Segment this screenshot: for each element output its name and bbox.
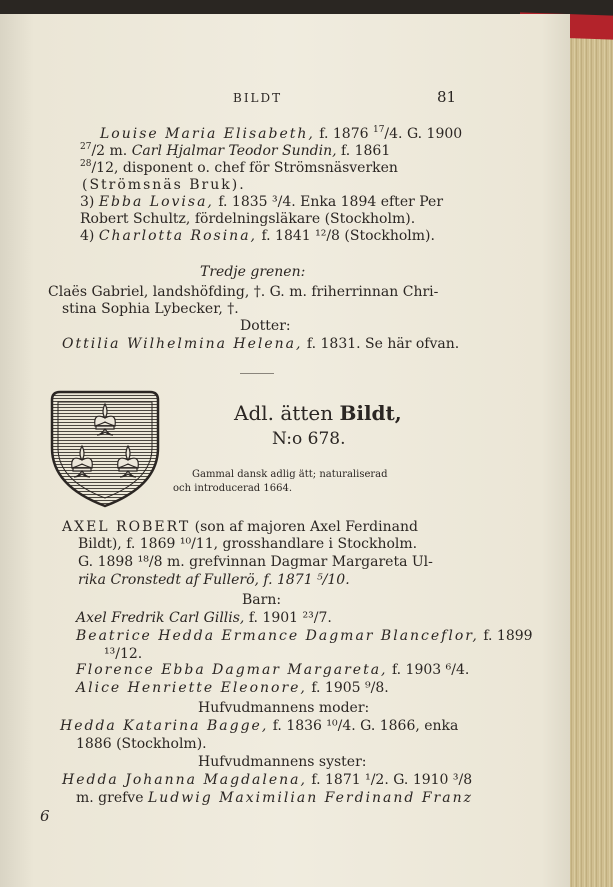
child-entry: Beatrice Hedda Ermance Dagmar Blanceflor, f. 1899 — [76, 628, 533, 644]
child-entry: ¹³/12. — [104, 646, 143, 662]
entry-line: Louise Maria Elisabeth, f. 1876 $^{17}$/4. G. 1900 — [100, 125, 463, 142]
entry-line: stina Sophia Lybecker, †. — [62, 301, 239, 317]
section-divider — [240, 373, 274, 374]
family-title: Adl. ätten Bildt, — [234, 401, 402, 425]
entry-line: Hedda Johanna Magdalena, f. 1871 ¹/2. G. 1910 ³/8 — [62, 772, 473, 788]
dotter-label: Dotter: — [240, 318, 291, 334]
running-title: BILDT — [233, 91, 283, 105]
mother-label: Hufvudmannens moder: — [198, 700, 370, 716]
entry-line: rika Cronstedt af Fullerö, f. 1871 ⁵/10. — [78, 572, 350, 588]
entry-line: Ottilia Wilhelmina Helena, f. 1831. Se här ofvan. — [62, 336, 460, 352]
entry-line: AXEL ROBERT (son af majoren Axel Ferdinand — [62, 519, 418, 535]
branch-heading: Tredje grenen: — [200, 264, 306, 280]
page-number: 81 — [437, 88, 457, 106]
family-description: och introducerad 1664. — [173, 483, 293, 494]
child-entry: Alice Henriette Eleonore, f. 1905 ⁹/8. — [76, 680, 389, 696]
entry-line: $^{27}$/2 m. Carl Hjalmar Teodor Sundin, f. 1861 — [80, 142, 391, 159]
entry-line: 4) Charlotta Rosina, f. 1841 ¹²/8 (Stockholm). — [80, 228, 435, 244]
entry-line: $^{28}$/12, disponent o. chef för Strömsnäsverken — [80, 159, 398, 176]
entry-line: 3) Ebba Lovisa, f. 1835 ³/4. Enka 1894 efter Per — [80, 194, 444, 210]
signature-mark: 6 — [40, 807, 50, 825]
entry-line: Robert Schultz, fördelningsläkare (Stockholm). — [80, 211, 416, 227]
family-number: N:o 678. — [272, 429, 346, 449]
entry-line: (Strömsnäs Bruk). — [82, 177, 246, 193]
page-edge — [568, 22, 613, 887]
family-description: Gammal dansk adlig ätt; naturaliserad — [192, 469, 388, 480]
children-label: Barn: — [242, 592, 282, 608]
entry-line: Claës Gabriel, landshöfding, †. G. m. friherrinnan Chri- — [48, 284, 439, 300]
entry-line: m. grefve Ludwig Maximilian Ferdinand Franz — [76, 790, 473, 806]
sister-label: Hufvudmannens syster: — [198, 754, 367, 770]
child-entry: Florence Ebba Dagmar Margareta, f. 1903 ⁶/4. — [76, 662, 470, 678]
entry-line: Bildt), f. 1869 ¹⁰/11, grosshandlare i Stockholm. — [78, 536, 418, 552]
entry-line: G. 1898 ¹⁸/8 m. grefvinnan Dagmar Margareta Ul- — [78, 554, 433, 570]
coat-of-arms-icon — [46, 388, 164, 510]
entry-line: 1886 (Stockholm). — [76, 736, 207, 752]
child-entry: Axel Fredrik Carl Gillis, f. 1901 ²³/7. — [76, 610, 332, 626]
entry-line: Hedda Katarina Bagge, f. 1836 ¹⁰/4. G. 1866, enka — [60, 718, 459, 734]
